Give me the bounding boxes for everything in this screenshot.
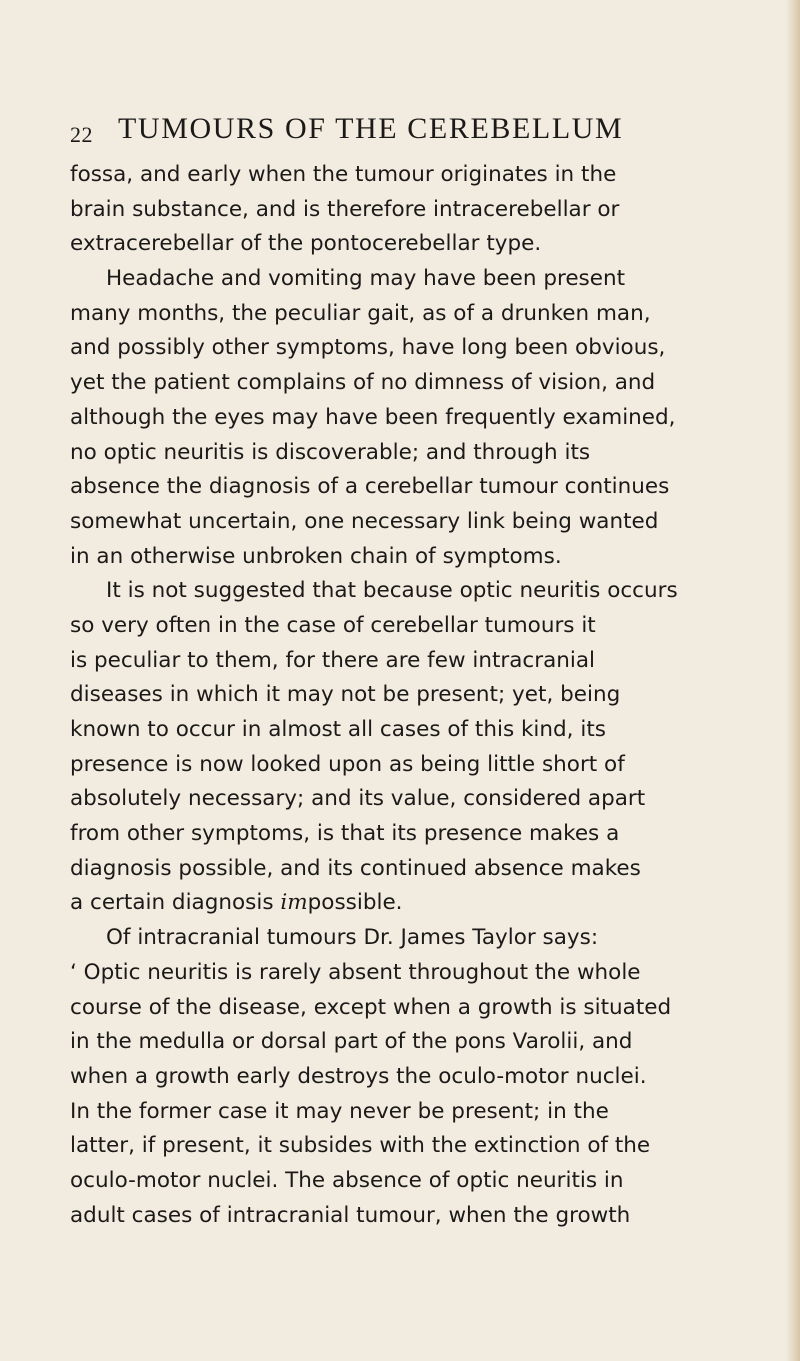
text-line: although the eyes may have been frequently examined,	[70, 404, 676, 430]
text-line: known to occur in almost all cases of this kind, its	[70, 717, 606, 742]
quote-line: oculo-motor nuclei. The absence of optic neuritis in	[70, 1167, 624, 1193]
text-line: so very often in the case of cerebellar tumours it	[70, 612, 596, 638]
text-line: absolutely necessary; and its value, considered apart	[70, 786, 646, 812]
quote-line: in the medulla or dorsal part of the pons Varolii, and	[70, 1029, 633, 1055]
text-line: fossa, and early when the tumour originates in the	[70, 162, 617, 187]
quote-line: latter, if present, it subsides with the extinction of the	[70, 1133, 651, 1159]
line-end-text: possible.	[307, 890, 403, 916]
page-header	[70, 112, 710, 152]
text-line: presence is now looked upon as being little short of	[70, 751, 625, 777]
text-line: many months, the peculiar gait, as of a drunken man,	[70, 300, 651, 326]
quote-line: course of the disease, except when a growth is situated	[70, 994, 672, 1020]
text-line: extracerebellar of the pontocerebellar type.	[70, 231, 542, 257]
page-number: 22	[70, 122, 93, 147]
text-line: from other symptoms, is that its presence makes a	[70, 821, 620, 847]
quote-line: when a growth early destroys the oculo-motor nuclei.	[70, 1063, 647, 1089]
text-line-with-italic	[70, 886, 720, 921]
quote-line: adult cases of intracranial tumour, when the growth	[70, 1202, 631, 1228]
quote-line: In the former case it may never be present; in the	[70, 1098, 609, 1124]
text-line: and possibly other symptoms, have long been obvious,	[70, 335, 666, 361]
paragraph-first-line: It is not suggested that because optic neuritis occurs	[106, 578, 678, 604]
quote-line: ‘ Optic neuritis is rarely absent throughout the whole	[70, 959, 641, 985]
text-line: diagnosis possible, and its continued absence makes	[70, 855, 641, 881]
text-line: no optic neuritis is discoverable; and through its	[70, 439, 591, 465]
page-edge-shadow	[786, 0, 800, 1361]
text-line: in an otherwise unbroken chain of symptoms.	[70, 543, 562, 569]
body-text	[70, 158, 720, 1233]
italic-emphasis: im	[280, 890, 308, 916]
text-line: somewhat uncertain, one necessary link being wanted	[70, 508, 659, 534]
running-title: TUMOURS OF THE CEREBELLUM	[118, 112, 624, 145]
text-line: is peculiar to them, for there are few intracranial	[70, 647, 595, 673]
text-line: diseases in which it may not be present; yet, being	[70, 682, 621, 708]
text-line: absence the diagnosis of a cerebellar tumour continues	[70, 474, 670, 500]
paragraph-first-line: Of intracranial tumours Dr. James Taylor says:	[106, 925, 599, 951]
line-start-text: a certain diagnosis	[70, 890, 281, 916]
text-line: yet the patient complains of no dimness of vision, and	[70, 370, 656, 396]
paragraph-first-line: Headache and vomiting may have been present	[106, 266, 626, 292]
text-line: brain substance, and is therefore intracerebellar or	[70, 196, 620, 222]
